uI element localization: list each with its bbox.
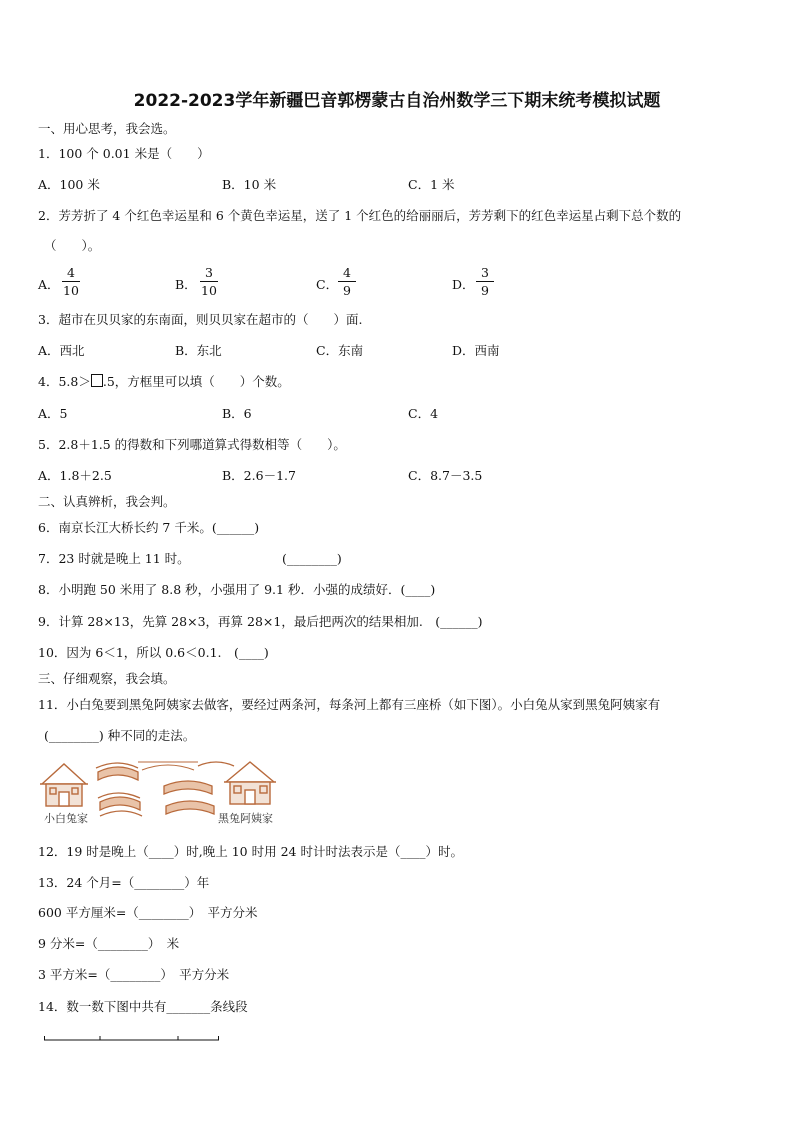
fraction-bar xyxy=(62,281,80,282)
question-8: 8．小明跑 50 米用了 8.8 秒，小强用了 9.1 秒．小强的成绩好．(____) xyxy=(38,582,436,597)
right-house-icon xyxy=(224,762,276,804)
denominator: 10 xyxy=(63,283,79,298)
question-14: 14．数一数下图中共有_______条线段 xyxy=(38,999,248,1014)
question-3: 3．超市在贝贝家的东南面，则贝贝家在超市的（ ）面. xyxy=(38,312,363,327)
numerator: 3 xyxy=(205,265,213,280)
q3-option-d: D．西南 xyxy=(452,343,500,358)
middle-land-icon xyxy=(138,762,198,770)
q3-option-b: B．东北 xyxy=(175,343,222,358)
river-2-icon xyxy=(164,762,234,814)
numerator: 4 xyxy=(343,265,351,280)
q1-option-c: C．1 米 xyxy=(408,177,455,192)
q5-option-c: C．8.7－3.5 xyxy=(408,468,483,483)
fraction-bar xyxy=(338,281,356,282)
question-10: 10．因为 6＜1，所以 0.6＜0.1. (____) xyxy=(38,645,269,660)
numerator: 3 xyxy=(481,265,489,280)
river-1-icon xyxy=(96,763,142,816)
page-title: 2022-2023学年新疆巴音郭楞蒙古自治州数学三下期末统考模拟试题 xyxy=(133,91,661,111)
blank-box-icon xyxy=(91,374,103,387)
question-11-cont: (________) 种不同的走法。 xyxy=(44,728,196,743)
question-2-cont: （ ）。 xyxy=(44,238,101,253)
question-4 xyxy=(38,374,290,390)
line-segments-figure xyxy=(44,1035,219,1043)
q4-option-c: C．4 xyxy=(408,406,439,421)
question-11: 11．小白兔要到黑兔阿姨家去做客，要经过两条河，每条河上都有三座桥（如下图）。小白兔从家到黑兔阿姨家有 xyxy=(38,697,661,712)
fraction-bar xyxy=(200,281,218,282)
question-13-line-2: 600 平方厘米=（________） 平方分米 xyxy=(38,905,258,920)
question-5: 5．2.8＋1.5 的得数和下列哪道算式得数相等（ ）。 xyxy=(38,437,346,452)
denominator: 9 xyxy=(481,283,489,298)
q2-option-c: C． xyxy=(316,277,339,292)
q2-option-d-fraction xyxy=(476,265,494,298)
q3-option-c: C．东南 xyxy=(316,343,364,358)
q3-option-a: A．西北 xyxy=(38,343,85,358)
left-house-label: 小白兔家 xyxy=(44,812,88,825)
q2-option-b-fraction xyxy=(200,265,218,298)
q4-option-b: B．6 xyxy=(222,406,252,421)
q5-option-b: B．2.6－1.7 xyxy=(222,468,296,483)
question-1: 1．100 个 0.01 米是（ ） xyxy=(38,146,210,161)
question-12: 12．19 时是晚上（____）时,晚上 10 时用 24 时计时法表示是（____）时。 xyxy=(38,844,463,859)
numerator: 4 xyxy=(67,265,75,280)
section-3-heading: 三、仔细观察，我会填。 xyxy=(38,671,176,686)
question-13-line-1: 13．24 个月=（________）年 xyxy=(38,875,210,890)
left-house-icon xyxy=(40,764,88,806)
question-7-blank: (________) xyxy=(282,551,342,566)
right-house-label: 黑兔阿姨家 xyxy=(218,812,273,825)
q2-option-b: B． xyxy=(175,277,197,292)
q1-option-a: A．100 米 xyxy=(38,177,100,192)
question-13-line-4: 3 平方米=（________） 平方分米 xyxy=(38,967,230,982)
question-2: 2．芳芳折了 4 个红色幸运星和 6 个黄色幸运星，送了 1 个红色的给丽丽后，芳芳剩下的红色幸运星占剩下总个数的 xyxy=(38,208,682,223)
q4-suffix: .5，方框里可以填（ ）个数。 xyxy=(102,374,290,389)
question-6: 6．南京长江大桥长约 7 千米。(______) xyxy=(38,520,260,535)
q4-option-a: A．5 xyxy=(38,406,68,421)
question-13-line-3: 9 分米=（________） 米 xyxy=(38,936,180,951)
q2-option-c-fraction xyxy=(338,265,356,298)
fraction-bar xyxy=(476,281,494,282)
denominator: 10 xyxy=(201,283,217,298)
q2-option-d: D． xyxy=(452,277,475,292)
question-9: 9．计算 28×13，先算 28×3，再算 28×1，最后把两次的结果相加. (______) xyxy=(38,614,483,629)
denominator: 9 xyxy=(343,283,351,298)
question-7: 7．23 时就是晚上 11 时。 xyxy=(38,551,190,566)
section-2-heading: 二、认真辨析，我会判。 xyxy=(38,494,176,509)
bridges-illustration xyxy=(38,758,283,830)
q2-option-a-fraction xyxy=(62,265,80,298)
q2-option-a: A． xyxy=(38,277,60,292)
q1-option-b: B．10 米 xyxy=(222,177,277,192)
q5-option-a: A．1.8＋2.5 xyxy=(38,468,112,483)
q4-prefix: 4．5.8＞ xyxy=(38,374,91,389)
section-1-heading: 一、用心思考，我会选。 xyxy=(38,121,176,136)
